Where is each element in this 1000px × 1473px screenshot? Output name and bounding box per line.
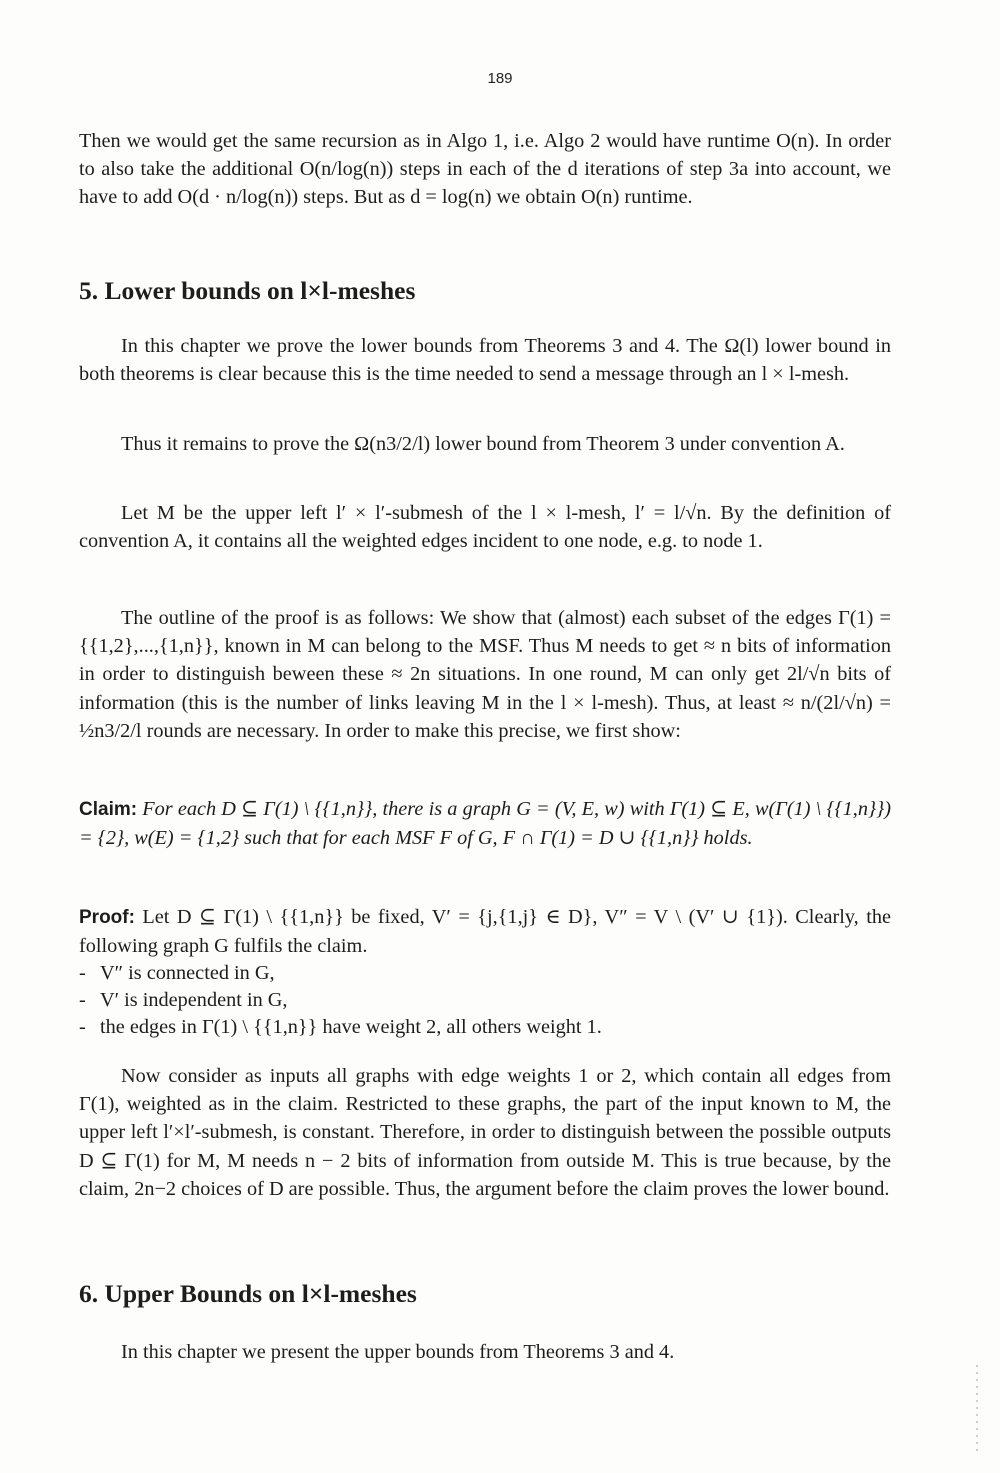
proof-text: Let D ⊆ Γ(1) \ {{1,n}} be fixed, V′ = {j,{1,j} ∈ D}, V″ = V \ (V′ ∪ {1}). Clearly, the following graph G fulfils the claim. — [79, 906, 891, 958]
body-paragraph: Thus it remains to prove the Ω(n3/2/l) lower bound from Theorem 3 under convention A. — [121, 433, 845, 455]
scan-edge-dots — [976, 1365, 978, 1455]
body-paragraph: The outline of the proof is as follows: We show that (almost) each subset of the edges Γ(1) = {{1,2},...,{1,n}}, known in M can belong to the MSF. Thus M needs to get ≈ n bits of information in order to distinguish beween these ≈ 2n situations. In one round, M can only get 2l/√n bits of information (this is the number of links leaving M in the l × l-mesh). Thus, at least ≈ n/(2l/√n) = ½n3/2/l rounds are necessary. In order to make this precise, we first show: — [79, 607, 891, 742]
section-5-paragraph-2-block — [79, 430, 891, 458]
proof-list — [79, 960, 891, 1041]
section-heading: 5. Lower bounds on l×l-meshes — [79, 276, 416, 305]
section-5-paragraph-4-block — [79, 604, 891, 745]
proof-label: Proof: — [79, 907, 135, 928]
proof-statement — [79, 903, 891, 960]
claim-block — [79, 795, 891, 852]
proof-block — [79, 903, 891, 1041]
section-6-paragraph-1-block — [79, 1338, 891, 1366]
section-5-paragraph-3-block — [79, 499, 891, 555]
intro-paragraph: Then we would get the same recursion as in Algo 1, i.e. Algo 2 would have runtime O(n). In order to also take the additional O(n/log(n)) steps in each of the d iterations of step 3a into account, we have to add O(d · n/log(n)) steps. But as d = log(n) we obtain O(n) runtime. — [79, 130, 891, 209]
claim-text: For each D ⊆ Γ(1) \ {{1,n}}, there is a graph G = (V, E, w) with Γ(1) ⊆ E, w(Γ(1) \ {{1,n}}) = {2}, w(E) = {1,2} such that for each MSF F of G, F ∩ Γ(1) = D ∪ {{1,n}} holds. — [79, 798, 891, 850]
body-paragraph: Let M be the upper left l′ × l′-submesh of the l × l-mesh, l′ = l/√n. By the definition of convention A, it contains all the weighted edges incident to one node, e.g. to node 1. — [79, 502, 891, 553]
body-paragraph: In this chapter we prove the lower bounds from Theorems 3 and 4. The Ω(l) lower bound in both theorems is clear because this is the time needed to send a message through an l × l-mesh. — [79, 335, 891, 386]
list-item: - V′ is independent in G, — [79, 987, 891, 1014]
intro-paragraph-block — [79, 127, 891, 212]
body-paragraph: In this chapter we present the upper bounds from Theorems 3 and 4. — [121, 1341, 675, 1363]
section-5-heading-block — [79, 275, 891, 307]
claim-statement — [79, 795, 891, 852]
body-paragraph: Now consider as inputs all graphs with edge weights 1 or 2, which contain all edges from Γ(1), weighted as in the claim. Restricted to these graphs, the part of the input known to M, the upper left l′×l′-submesh, is constant. Therefore, in order to distinguish between the possible outputs D ⊆ Γ(1) for M, M needs n − 2 bits of information from outside M. This is true because, by the claim, 2n−2 choices of D are possible. Thus, the argument before the claim proves the lower bound. — [79, 1065, 891, 1200]
section-6-heading-block — [79, 1278, 891, 1310]
list-item: - the edges in Γ(1) \ {{1,n}} have weight 2, all others weight 1. — [79, 1014, 891, 1041]
section-heading: 6. Upper Bounds on l×l-meshes — [79, 1279, 417, 1308]
section-5-paragraph-1-block — [79, 332, 891, 388]
claim-label: Claim: — [79, 799, 138, 820]
section-5-paragraph-5-block — [79, 1062, 891, 1203]
page-number: 189 — [487, 70, 513, 87]
list-item: - V″ is connected in G, — [79, 960, 891, 987]
